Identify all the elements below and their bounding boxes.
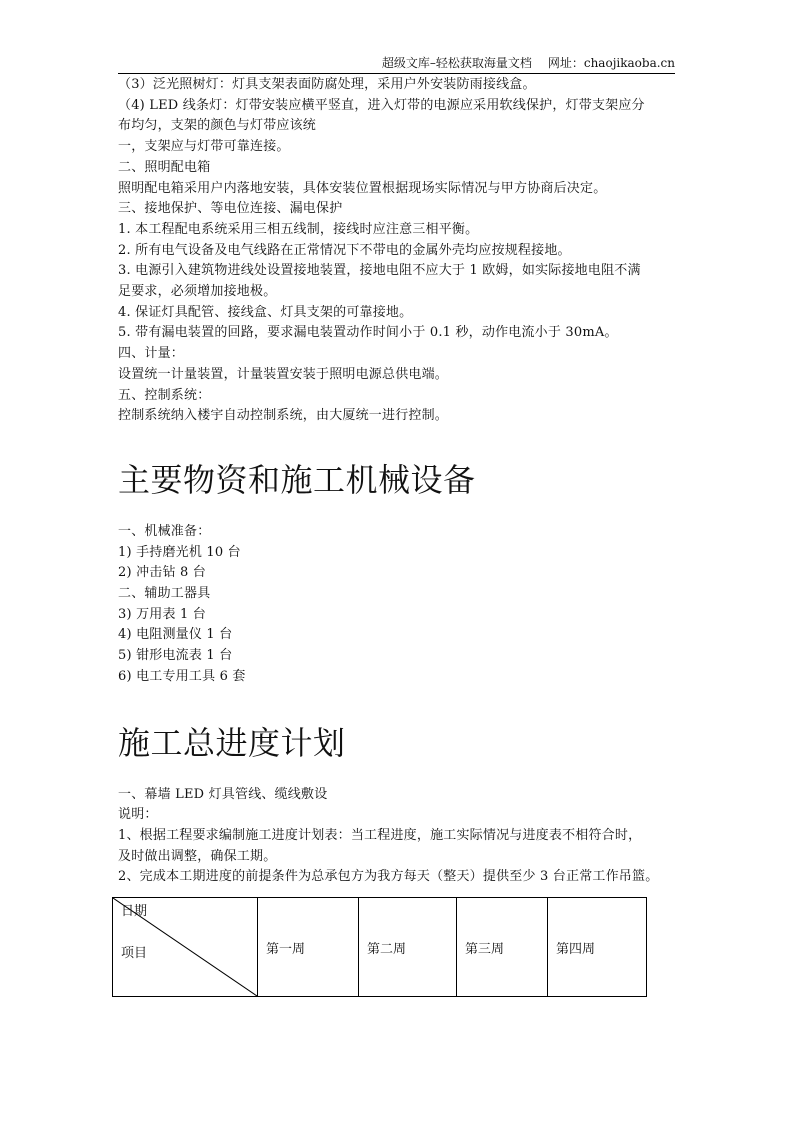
text-line: （3）泛光照树灯：灯具支架表面防腐处理，采用户外安装防雨接线盒。 <box>118 77 536 92</box>
page-header <box>118 55 675 74</box>
corner-date-label: 日期 <box>121 904 148 919</box>
subheading: 二、辅助工器具 <box>118 586 211 602</box>
text-line: 1. 本工程配电系统采用三相五线制，接线时应注意三相平衡。 <box>118 221 479 237</box>
library-name: 超级文库–轻松获取海量文档 <box>381 56 532 70</box>
text-line: 2、完成本工期进度的前提条件为总承包方为我方每天（整天）提供至少 3 台正常工作吊篮。 <box>118 869 659 885</box>
text-line: 3. 电源引入建筑物进线处设置接地装置，接地电阻不应大于 1 欧姆，如实际接地电阻不满 <box>118 263 641 279</box>
document-body <box>118 75 678 888</box>
subheading: 二、照明配电箱 <box>118 159 211 175</box>
text-line: 足要求，必须增加接地极。 <box>118 284 277 300</box>
text-line: 4. 保证灯具配管、接线盒、灯具支架的可靠接地。 <box>118 304 413 320</box>
text-line: 照明配电箱采用户内落地安装，具体安装位置根据现场实际情况与甲方协商后决定。 <box>118 180 607 196</box>
text-line: 布均匀，支架的颜色与灯带应该统 <box>118 118 317 134</box>
site-url: 网址：chaojikaoba.cn <box>547 56 675 70</box>
column-header-week1: 第一周 <box>258 898 359 997</box>
subheading: 三、接地保护、等电位连接、漏电保护 <box>118 201 343 217</box>
schedule-table <box>112 897 647 997</box>
list-item: 4) 电阻测量仪 1 台 <box>118 627 233 643</box>
text-line: 及时做出调整，确保工期。 <box>118 848 277 864</box>
intro-block <box>118 75 678 427</box>
column-header-week2: 第二周 <box>359 898 457 997</box>
corner-item-label: 项目 <box>121 946 148 961</box>
table-header-row <box>113 898 647 997</box>
schedule-notes <box>118 785 678 889</box>
subheading: 四、计量： <box>118 346 185 362</box>
list-item: 5) 钳形电流表 1 台 <box>118 648 233 664</box>
text-line: 说明： <box>118 807 158 823</box>
text-line: （4) LED 线条灯：灯带安装应横平竖直，进入灯带的电源应采用软线保护，灯带支架应分 <box>118 97 645 113</box>
subheading: 五、控制系统： <box>118 387 211 403</box>
materials-list <box>118 522 678 688</box>
corner-cell <box>113 898 258 997</box>
column-header-week3: 第三周 <box>457 898 548 997</box>
section-title-materials: 主要物资和施工机械设备 <box>118 460 476 499</box>
list-item: 1) 手持磨光机 10 台 <box>118 544 241 560</box>
column-header-week4: 第四周 <box>548 898 647 997</box>
text-line: 设置统一计量装置，计量装置安装于照明电源总供电端。 <box>118 366 449 382</box>
subheading: 一、幕墙 LED 灯具管线、缆线敷设 <box>118 786 328 802</box>
list-item: 6) 电工专用工具 6 套 <box>118 668 246 684</box>
list-item: 2) 冲击钻 8 台 <box>118 565 207 581</box>
section-title-schedule: 施工总进度计划 <box>118 723 346 762</box>
subheading: 一、机械准备： <box>118 523 211 539</box>
text-line: 1、根据工程要求编制施工进度计划表：当工程进度，施工实际情况与进度表不相符合时， <box>118 827 642 843</box>
text-line: 5. 带有漏电装置的回路，要求漏电装置动作时间小于 0.1 秒，动作电流小于 30mA。 <box>118 325 618 341</box>
list-item: 3) 万用表 1 台 <box>118 606 207 622</box>
text-line: 2. 所有电气设备及电气线路在正常情况下不带电的金属外壳均应按规程接地。 <box>118 242 571 258</box>
text-line: 一，支架应与灯带可靠连接。 <box>118 139 290 155</box>
text-line: 控制系统纳入楼宇自动控制系统，由大厦统一进行控制。 <box>118 408 449 424</box>
